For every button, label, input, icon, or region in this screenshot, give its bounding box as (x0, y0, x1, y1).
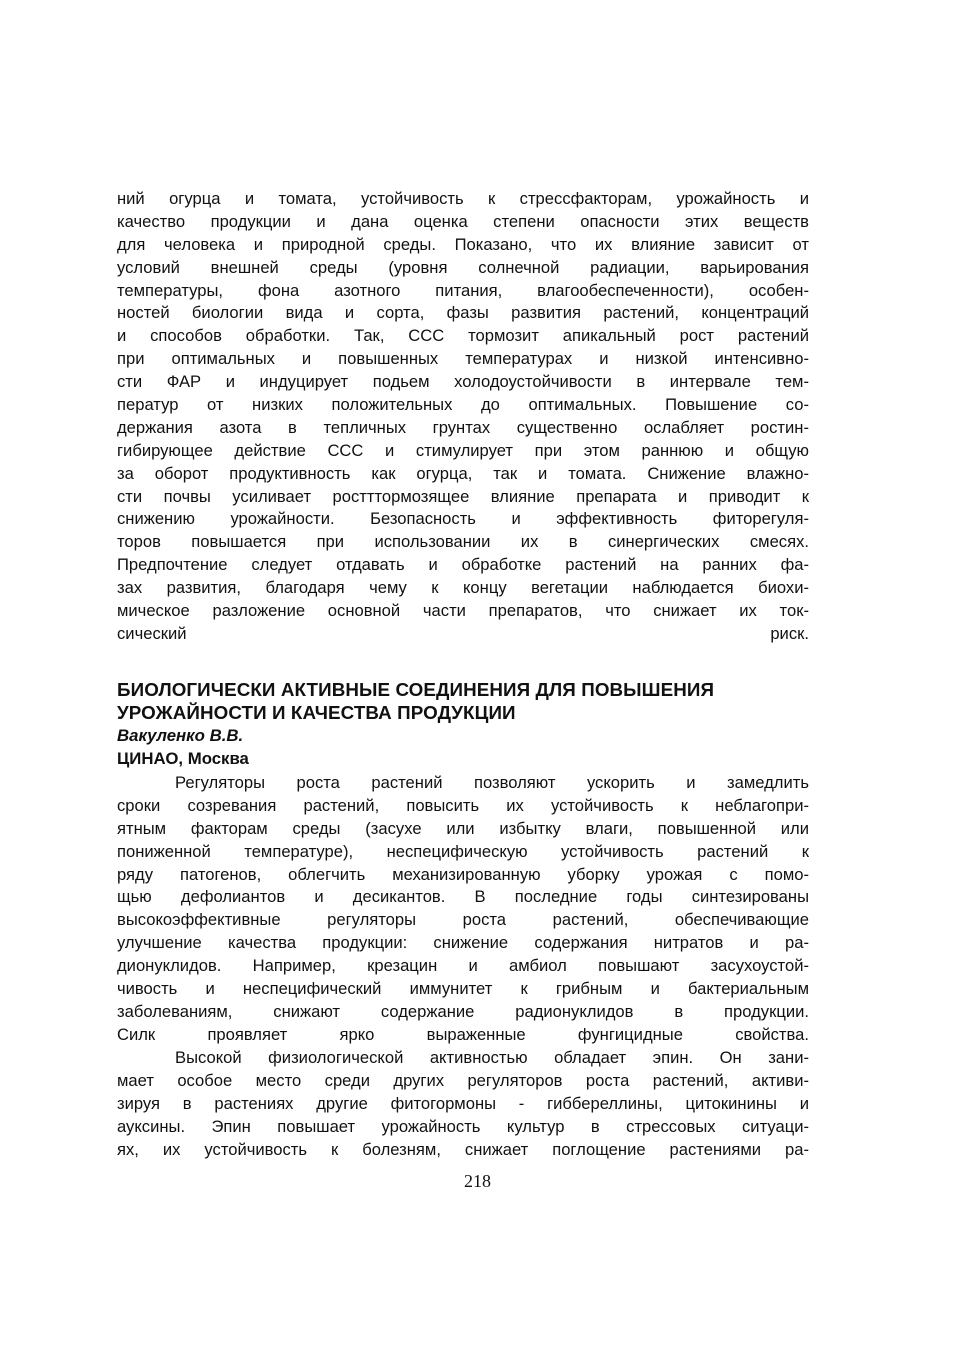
text-line: ях, их устойчивость к болезням, снижает поглощение растениями ра- (117, 1139, 809, 1159)
text-line: ностей биологии вида и сорта, фазы развития растений, концентраций (117, 303, 809, 323)
text-line: для человека и природной среды. Показано, что их влияние зависит от (117, 234, 809, 254)
article-title-line-2: УРОЖАЙНОСТИ И КАЧЕСТВА ПРОДУКЦИИ (117, 702, 516, 723)
article-title (117, 678, 809, 724)
text-line: зируя в растениях другие фитогормоны - гиббереллины, цитокинины и (117, 1093, 809, 1113)
text-line: ятным факторам среды (засухе или избытку влаги, повышенной или (117, 818, 809, 838)
text-line: ний огурца и томата, устойчивость к стрессфакторам, урожайность и (117, 189, 809, 208)
text-line: торов повышается при использовании их в синергических смесях. (117, 532, 809, 552)
text-line: Силк проявляет ярко выраженные фунгицидные свойства. (117, 1024, 809, 1044)
text-line: сти ФАР и индуцирует подьем холодоустойчивости в интервале тем- (117, 372, 809, 392)
text-line: дионуклидов. Например, крезацин и амбиол повышают засухоустой- (117, 956, 809, 976)
text-line: ряду патогенов, облегчить механизированную уборку урожая с помо- (117, 864, 809, 884)
text-line: за оборот продуктивность как огурца, так и томата. Снижение влажно- (117, 463, 809, 483)
text-line: температуры, фона азотного питания, влагообеспеченности), особен- (117, 280, 809, 300)
text-line: Высокой физиологической активностью обладает эпин. Он зани- (175, 1048, 809, 1067)
article-title-line-1: БИОЛОГИЧЕСКИ АКТИВНЫЕ СОЕДИНЕНИЯ ДЛЯ ПОВЫШЕНИЯ (117, 679, 715, 700)
text-line: держания азота в тепличных грунтах существенно ослабляет ростин- (117, 417, 809, 437)
text-line: сроки созревания растений, повысить их устойчивость к неблагопри- (117, 795, 809, 815)
text-line: Регуляторы роста растений позволяют ускорить и замедлить (175, 773, 809, 792)
text-line: мическое разложение основной части препаратов, что снижает их ток- (117, 601, 809, 621)
text-line: улучшение качества продукции: снижение содержания нитратов и ра- (117, 933, 809, 953)
text-line: при оптимальных и повышенных температурах и низкой интенсивно- (117, 349, 809, 369)
text-line: сти почвы усиливает ростттормозящее влияние препарата и приводит к (117, 486, 809, 506)
text-line: пониженной температуре), неспецифическую устойчивость растений к (117, 841, 809, 861)
text-line: мает особое место среди других регуляторов роста растений, активи- (117, 1070, 809, 1090)
text-line: ператур от низких положительных до оптимальных. Повышение со- (117, 395, 809, 415)
paragraph-2 (117, 1047, 809, 1161)
article-author: Вакуленко В.В. (117, 726, 244, 745)
text-line: заболеваниям, снижают содержание радионуклидов в продукции. (117, 1001, 809, 1021)
text-line: ауксины. Эпин повышает урожайность культур в стрессовых ситуаци- (117, 1116, 809, 1136)
article-header (117, 678, 809, 770)
text-line: Предпочтение следует отдавать и обработке растений на ранних фа- (117, 555, 809, 575)
body-text-top (117, 188, 809, 646)
article-affiliation: ЦИНАО, Москва (117, 749, 249, 768)
text-line: и способов обработки. Так, ССС тормозит апикальный рост растений (117, 326, 809, 346)
page-number: 218 (464, 1171, 491, 1191)
text-line: условий внешней среды (уровня солнечной радиации, варьирования (117, 257, 809, 277)
text-line: высокоэффективные регуляторы роста растений, обеспечивающие (117, 910, 809, 930)
text-line: качество продукции и дана оценка степени опасности этих веществ (117, 211, 809, 231)
text-line: зах развития, благодаря чему к концу вегетации наблюдается биохи- (117, 578, 809, 598)
text-line: щью дефолиантов и десикантов. В последние годы синтезированы (117, 887, 809, 907)
text-line: сический риск. (117, 623, 809, 643)
text-line: чивость и неспецифический иммунитет к грибным и бактериальным (117, 979, 809, 999)
text-line: снижению урожайности. Безопасность и эффективность фиторегуля- (117, 509, 809, 529)
text-line: гибирующее действие ССС и стимулирует при этом раннюю и общую (117, 440, 809, 460)
paragraph-1 (117, 772, 809, 1047)
